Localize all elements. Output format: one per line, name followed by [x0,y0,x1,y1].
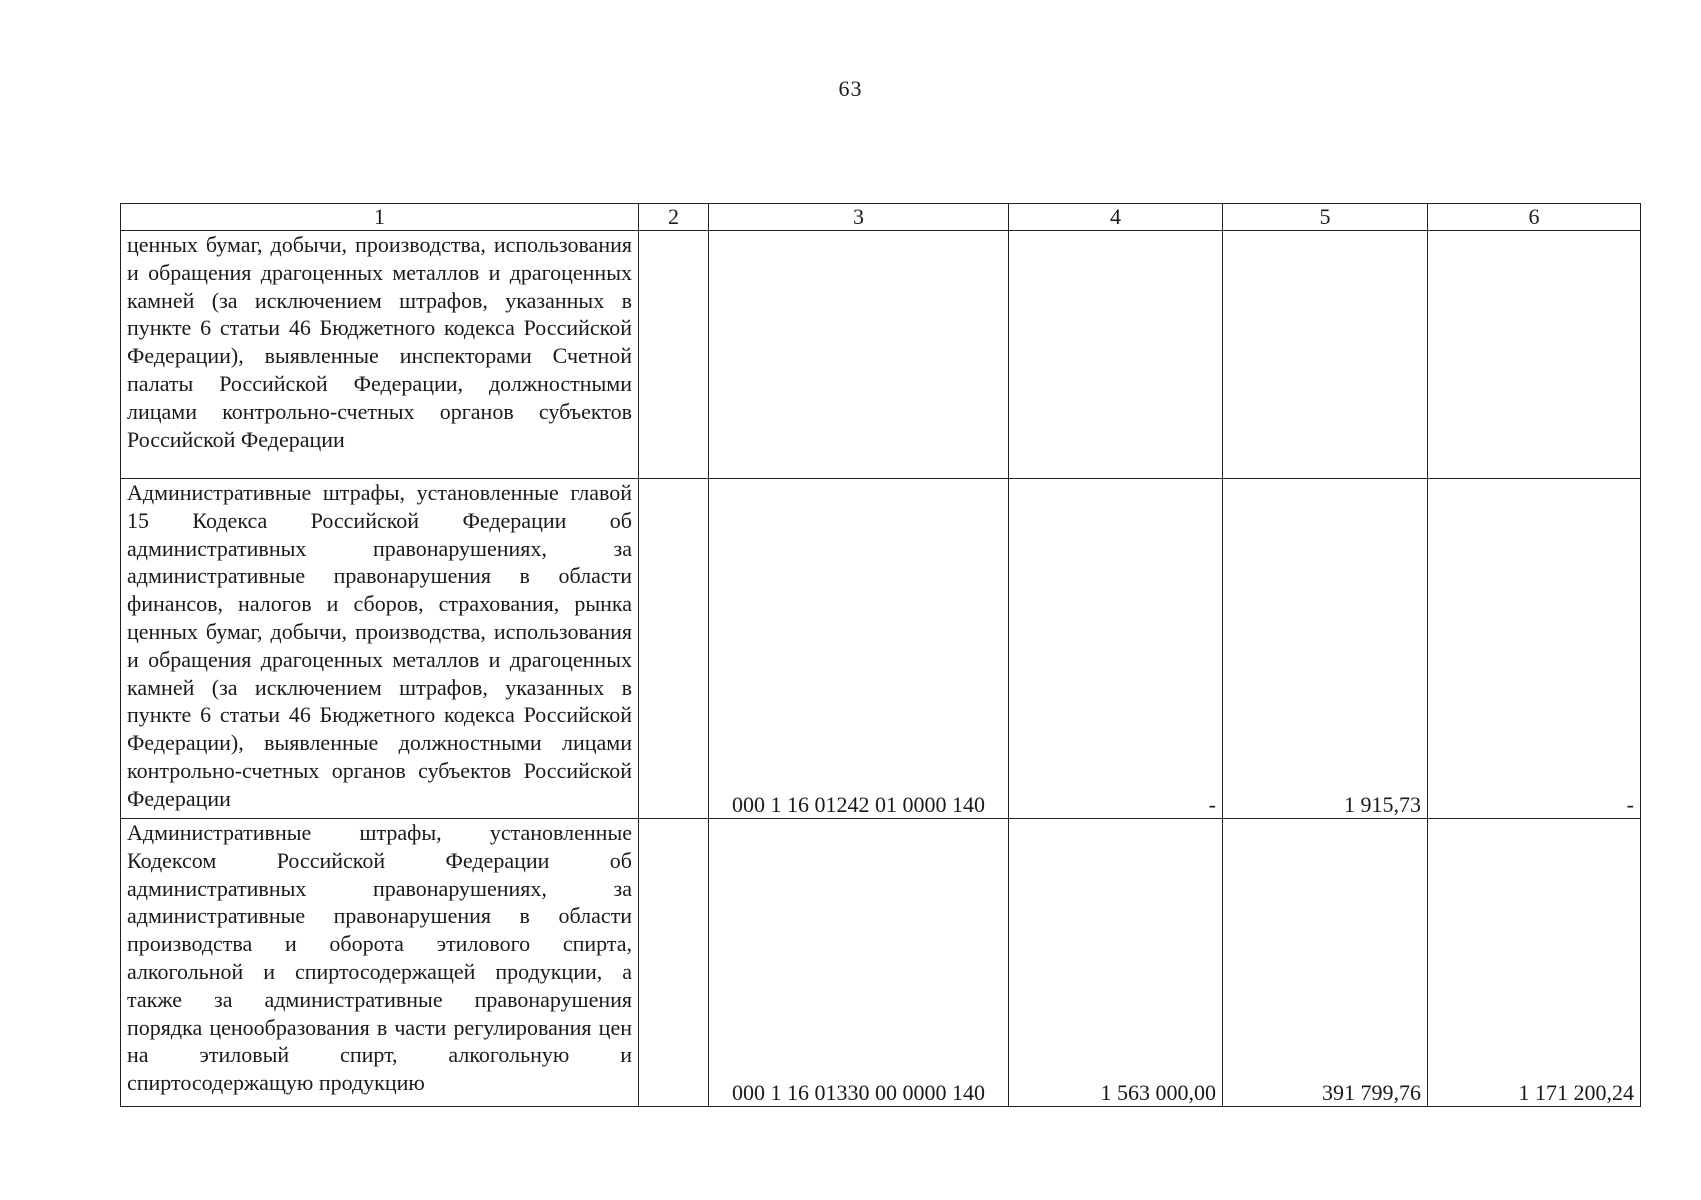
row-col2 [639,231,709,479]
page-number: 63 [838,76,863,101]
row-col2 [639,819,709,1107]
row-col5 [1223,231,1428,479]
row-col4: 1 563 000,00 [1009,819,1223,1107]
row-col4 [1009,231,1223,479]
column-header-6: 6 [1428,204,1641,231]
table-row [121,479,1641,819]
column-header-2: 2 [639,204,709,231]
row-col5: 391 799,76 [1223,819,1428,1107]
row-description: Административные штрафы, установленные главой 15 Кодекса Российской Федерации об административных правонарушениях, за административные правонарушения в области финансов, налогов и сборов, страхования, рынка ценных бумаг, добычи, производства, использования и обращения драгоценных металлов и драгоценных камней (за исключением штрафов, указанных в пункте 6 статьи 46 Бюджетного кодекса Российской Федерации), выявленные должностными лицами контрольно-счетных органов субъектов Российской Федерации [121,479,639,819]
row-col5: 1 915,73 [1223,479,1428,819]
column-header-3: 3 [709,204,1009,231]
row-description: ценных бумаг, добычи, производства, использования и обращения драгоценных металлов и драгоценных камней (за исключением штрафов, указанных в пункте 6 статьи 46 Бюджетного кодекса Российской Федерации), выявленные инспекторами Счетной палаты Российской Федерации, должностными лицами контрольно-счетных органов субъектов Российской Федерации [121,231,639,479]
table-header-row [121,204,1641,231]
row-col6 [1428,231,1641,479]
row-code [709,231,1009,479]
row-code: 000 1 16 01330 00 0000 140 [709,819,1009,1107]
row-description: Административные штрафы, установленные Кодексом Российской Федерации об административных правонарушениях, за административные правонарушения в области производства и оборота этилового спирта, алкогольной и спиртосодержащей продукции, а также за административные правонарушения порядка ценообразования в части регулирования цен на этиловый спирт, алкогольную и спиртосодержащую продукцию [121,819,639,1107]
row-code: 000 1 16 01242 01 0000 140 [709,479,1009,819]
column-header-4: 4 [1009,204,1223,231]
table-row [121,231,1641,479]
budget-table [120,203,1641,1107]
row-col2 [639,479,709,819]
column-header-5: 5 [1223,204,1428,231]
row-col6: 1 171 200,24 [1428,819,1641,1107]
row-col6: - [1428,479,1641,819]
column-header-1: 1 [121,204,639,231]
row-col4: - [1009,479,1223,819]
table-row [121,819,1641,1107]
